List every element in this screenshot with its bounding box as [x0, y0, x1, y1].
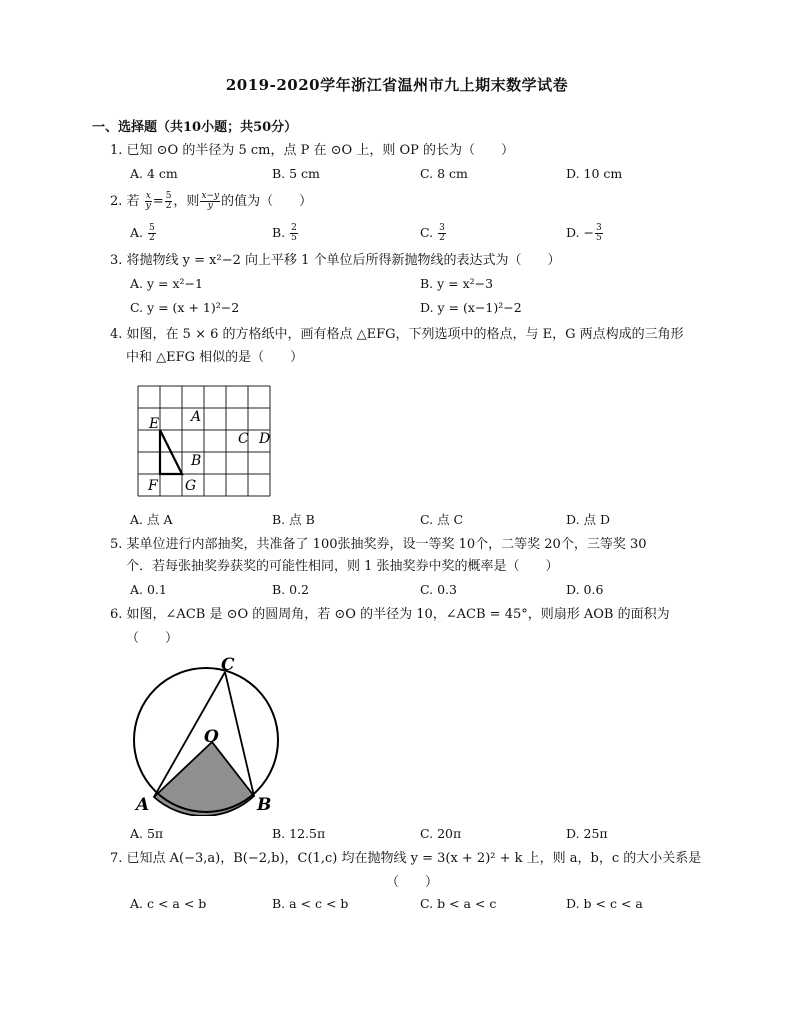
opt-fraction — [290, 224, 298, 243]
opt-fraction — [438, 224, 446, 243]
q7-option-b: B. a < c < b — [272, 896, 349, 911]
opt-fraction — [148, 224, 156, 243]
question-6-line-2: （ ） — [126, 631, 179, 646]
opt-label: B. — [272, 225, 286, 240]
q4-option-b: B. 点 B — [272, 512, 315, 527]
q7-option-a: A. c < a < b — [130, 896, 207, 911]
label-o: O — [204, 727, 219, 747]
section-heading: 一、选择题（共10小题；共50分） — [92, 120, 298, 135]
question-4-line-1: 4. 如图，在 5 × 6 的方格纸中，画有格点 △EFG，下列选项中的格点，与 E，G 两点构成的三角形 — [110, 327, 684, 342]
question-6-line-1: 6. 如图，∠ACB 是 ⊙O 的圆周角，若 ⊙O 的半径为 10，∠ACB = 45°，则扇形 AOB 的面积为 — [110, 607, 670, 622]
label-b: B — [257, 795, 272, 815]
label-c: C — [238, 431, 249, 447]
q5-option-d: D. 0.6 — [566, 582, 604, 597]
q1-option-c: C. 8 cm — [420, 166, 468, 181]
grid-figure — [130, 378, 276, 502]
q3-option-d: D. y = (x−1)²−2 — [420, 300, 522, 315]
question-5-line-1: 5. 某单位进行内部抽奖，共准备了 100张抽奖券，设一等奖 10个，二等奖 20个，三等奖 30 — [110, 537, 647, 552]
label-f: F — [148, 478, 158, 494]
frac-num: 3 — [596, 223, 602, 233]
frac-num: 2 — [291, 223, 297, 233]
q3-option-a: A. y = x²−1 — [130, 276, 203, 291]
frac-den: y — [145, 201, 151, 211]
question-1: 1. 已知 ⊙O 的半径为 5 cm，点 P 在 ⊙O 上，则 OP 的长为（ ） — [110, 143, 514, 158]
q2-prefix: 2. 若 — [110, 194, 140, 209]
grid-lines — [138, 386, 270, 496]
q2-fraction-xy — [145, 192, 152, 211]
page-title: 2019-2020学年浙江省温州市九上期末数学试卷 — [225, 76, 569, 94]
frac-den: 2 — [149, 233, 155, 243]
question-5-line-2: 个．若每张抽奖券获奖的可能性相同，则 1 张抽奖券中奖的概率是（ ） — [126, 559, 559, 574]
q5-option-c: C. 0.3 — [420, 582, 457, 597]
q2-equals: = — [152, 194, 164, 209]
opt-label: A. — [130, 225, 144, 240]
frac-den: 2 — [165, 201, 172, 211]
q4-option-a: A. 点 A — [130, 512, 173, 527]
label-c: C — [221, 655, 235, 675]
question-2 — [110, 192, 312, 211]
frac-num: 5 — [165, 191, 172, 201]
q6-option-c: C. 20π — [420, 826, 462, 841]
question-4-line-2: 中和 △EFG 相似的是（ ） — [126, 350, 304, 365]
q3-option-c: C. y = (x + 1)²−2 — [130, 300, 240, 315]
q4-option-d: D. 点 D — [566, 512, 611, 527]
q7-option-d: D. b < c < a — [566, 896, 643, 911]
q1-option-d: D. 10 cm — [566, 166, 623, 181]
question-7-line-1: 7. 已知点 A(−3,a)，B(−2,b)，C(1,c) 均在抛物线 y = 3(x + 2)² + k 上，则 a，b，c 的大小关系是 — [110, 851, 702, 866]
frac-num: 3 — [439, 223, 445, 233]
q2-option-a — [130, 224, 157, 243]
q1-option-b: B. 5 cm — [272, 166, 320, 181]
frac-den: y — [207, 201, 213, 211]
label-e: E — [149, 416, 160, 432]
opt-label: C. — [420, 225, 434, 240]
q3-option-b: B. y = x²−3 — [420, 276, 494, 291]
q2-option-c — [420, 224, 447, 243]
q4-option-c: C. 点 C — [420, 512, 464, 527]
opt-fraction — [595, 224, 603, 243]
frac-den: 5 — [596, 233, 602, 243]
q6-option-b: B. 12.5π — [272, 826, 326, 841]
q5-option-a: A. 0.1 — [130, 582, 167, 597]
label-b: B — [191, 453, 202, 469]
q7-option-c: C. b < a < c — [420, 896, 497, 911]
q2-mid: ，则 — [173, 194, 200, 209]
q2-fraction-target — [200, 192, 220, 211]
q2-option-b — [272, 224, 299, 243]
frac-num: x — [145, 191, 151, 201]
q5-option-b: B. 0.2 — [272, 582, 310, 597]
circle-figure — [130, 650, 280, 816]
label-d: D — [259, 431, 271, 447]
label-a: A — [136, 795, 150, 815]
frac-num: x−y — [201, 191, 220, 201]
frac-num: 5 — [149, 223, 155, 233]
q6-option-d: D. 25π — [566, 826, 608, 841]
label-a: A — [191, 409, 202, 425]
opt-label: D. − — [566, 225, 594, 240]
frac-den: 5 — [291, 233, 297, 243]
question-7-line-2: （ ） — [386, 875, 439, 890]
frac-den: 2 — [439, 233, 445, 243]
q6-option-a: A. 5π — [130, 826, 164, 841]
q1-option-a: A. 4 cm — [130, 166, 178, 181]
q2-option-d — [566, 224, 604, 243]
label-g: G — [185, 478, 197, 494]
q2-fraction-52 — [165, 192, 173, 211]
question-3: 3. 将抛物线 y = x²−2 向上平移 1 个单位后所得新抛物线的表达式为（ ） — [110, 253, 561, 268]
q2-suffix: 的值为（ ） — [221, 194, 313, 209]
